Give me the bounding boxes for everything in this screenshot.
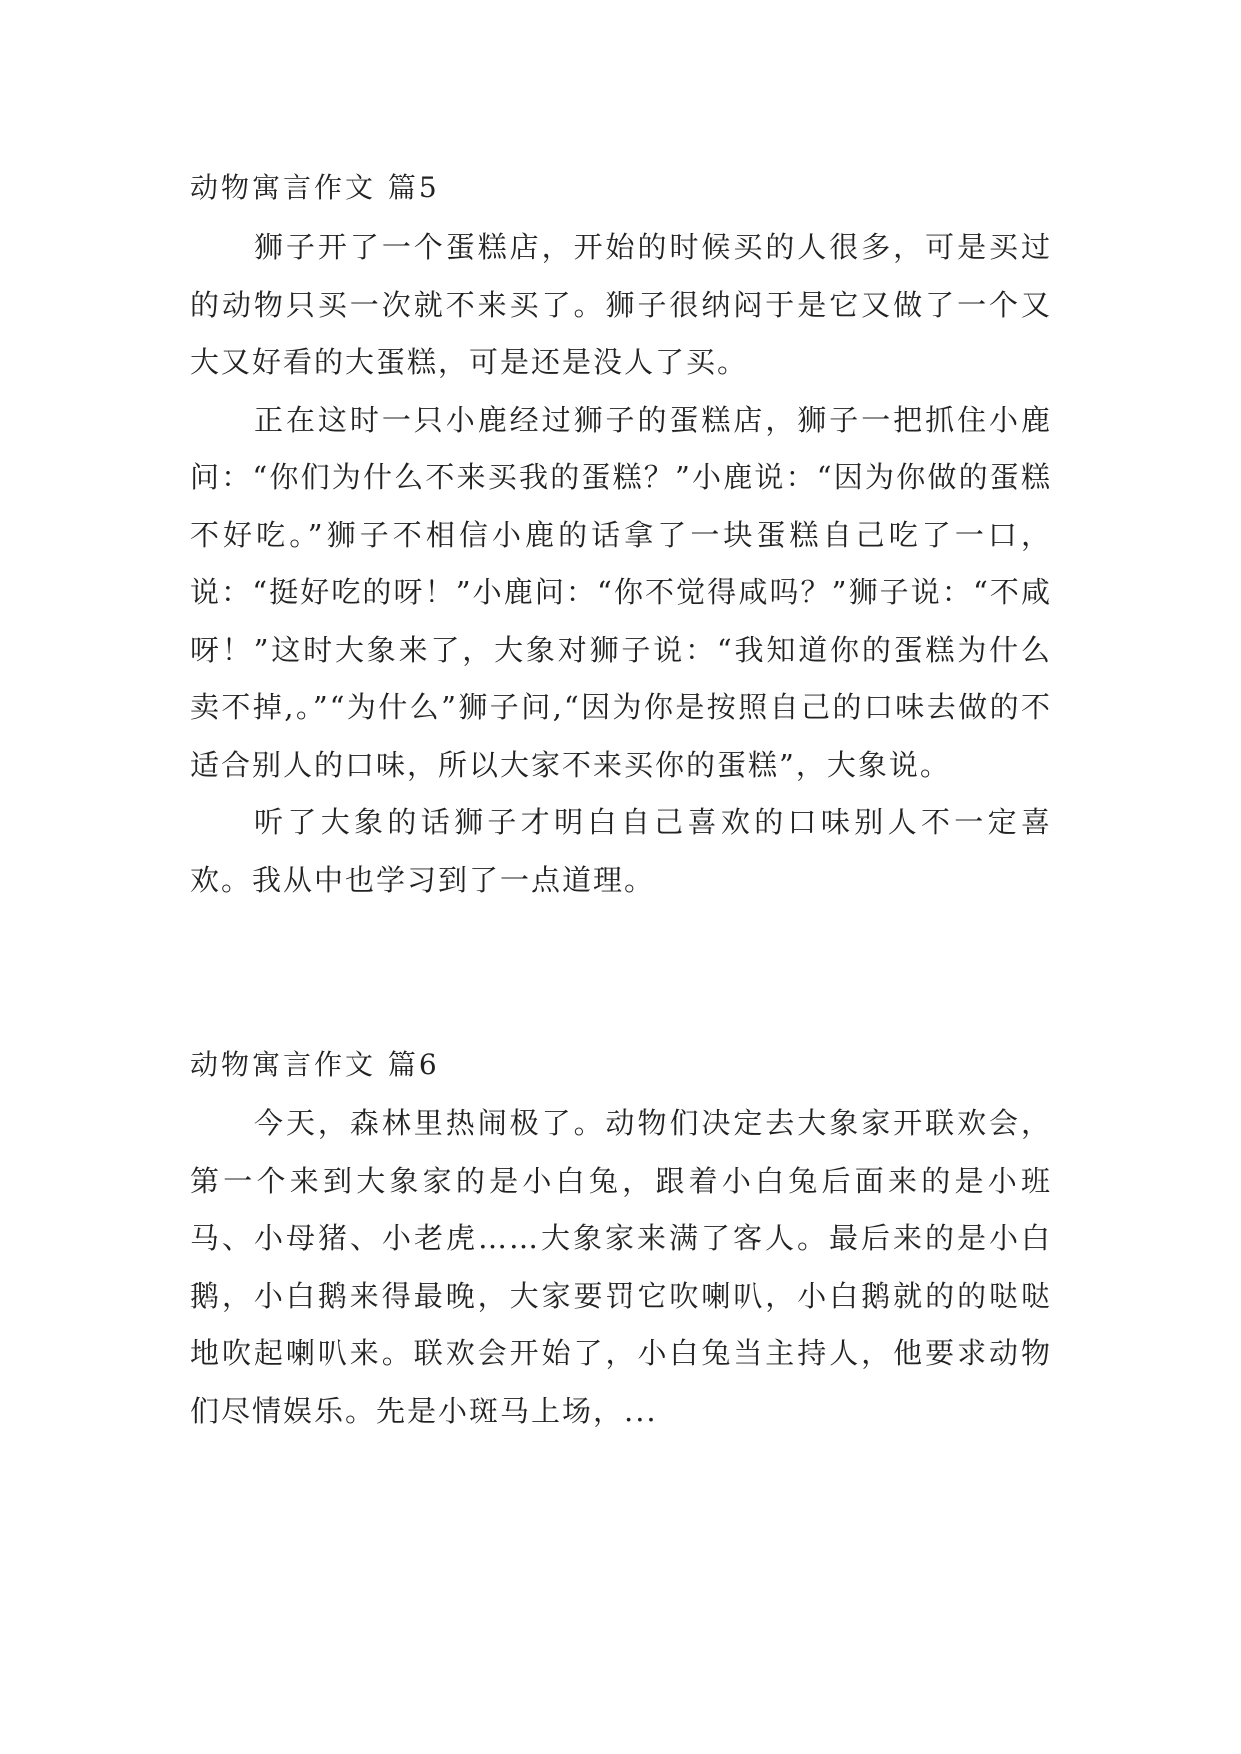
paragraph: 正在这时一只小鹿经过狮子的蛋糕店，狮子一把抓住小鹿问：“你们为什么不来买我的蛋糕？”小鹿说：“因为你做的蛋糕不好吃。”狮子不相信小鹿的话拿了一块蛋糕自己吃了一口，说：“挺好吃的呀！”小鹿问：“你不觉得咸吗？”狮子说：“不咸呀！”这时大象来了，大象对狮子说：“我知道你的蛋糕为什么卖不掉,。”“为什么”狮子问,“因为你是按照自己的口味去做的不适合别人的口味，所以大家不来买你的蛋糕”，大象说。: [190, 402, 1052, 782]
paragraph: 狮子开了一个蛋糕店，开始的时候买的人很多，可是买过的动物只买一次就不来买了。狮子很纳闷于是它又做了一个又大又好看的大蛋糕，可是还是没人了买。: [190, 230, 1052, 379]
paragraph: 今天，森林里热闹极了。动物们决定去大象家开联欢会，第一个来到大象家的是小白兔，跟着小白兔后面来的是小班马、小母猪、小老虎……大象家来满了客人。最后来的是小白鹅，小白鹅来得最晚，大家要罚它吹喇叭，小白鹅就的的哒哒地吹起喇叭来。联欢会开始了，小白兔当主持人，他要求动物们尽情娱乐。先是小斑马上场，...: [190, 1106, 1052, 1428]
section-title: 动物寓言作文 篇6: [190, 1048, 440, 1081]
section-body: [190, 219, 1052, 909]
paragraph: 听了大象的话狮子才明白自己喜欢的口味别人不一定喜欢。我从中也学习到了一点道理。: [190, 805, 1052, 897]
section-title: 动物寓言作文 篇5: [190, 171, 440, 204]
section-body: [190, 1095, 1052, 1440]
